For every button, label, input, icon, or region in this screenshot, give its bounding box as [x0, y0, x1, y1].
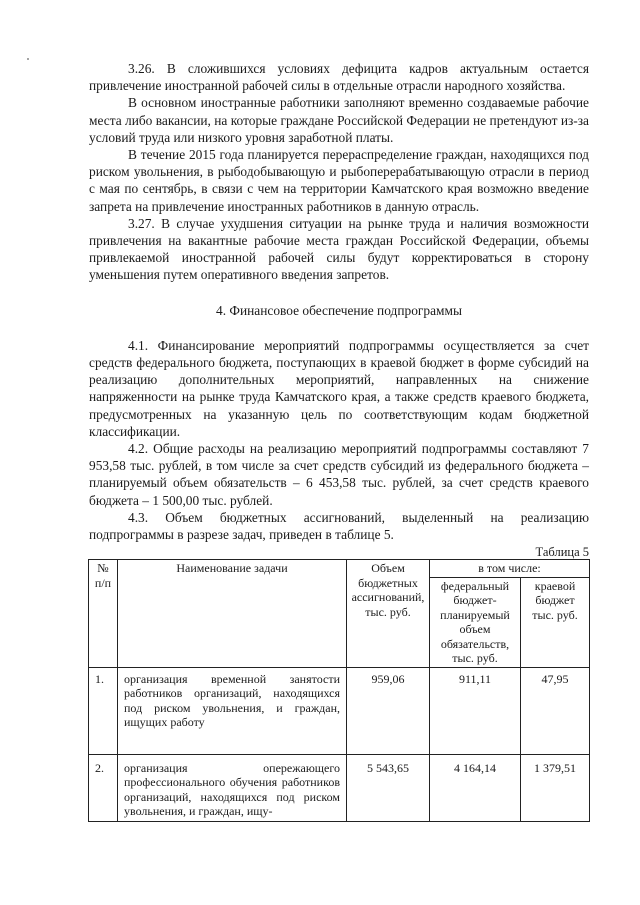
cell-regional: 1 379,51 — [521, 754, 590, 821]
header-including: в том числе: — [430, 560, 590, 578]
header-num: № п/п — [89, 560, 118, 668]
cell-task: организация временной занятости работников организаций, находящихся под риском увольнения, и граждан, ищущих работу — [118, 667, 347, 754]
document-page — [89, 60, 589, 822]
paragraph-2015-plan: В течение 2015 года планируется перераспределение граждан, находящихся под риском увольнения, в рыбодобывающую и рыбоперерабатывающую отрасли в период с мая по сентябрь, в связи с чем на территории Камчатского края возможно введение запрета на привлечение иностранных работников в данную отрасль. — [89, 147, 589, 214]
cell-total: 959,06 — [347, 667, 430, 754]
cell-regional: 47,95 — [521, 667, 590, 754]
paragraph-3-27: 3.27. В случае ухудшения ситуации на рынке труда и наличия возможности привлечения на вакантные рабочие места граждан Российской Федерации, объемы привлекаемой иностранной рабочей силы будут корректироваться в сторону уменьшения путем оперативного введения запретов. — [89, 215, 589, 283]
header-federal: федеральный бюджет-планируемый объем обязательств, тыс. руб. — [430, 577, 521, 667]
cell-federal: 911,11 — [430, 667, 521, 754]
paragraph-foreign-workers: В основном иностранные работники заполняют временно создаваемые рабочие места либо вакансии, на которые граждане Российской Федерации не претендуют из-за условий труда или низкого уровня заработной платы. — [89, 95, 589, 145]
table-row — [89, 754, 590, 821]
table-caption: Таблица 5 — [535, 545, 589, 560]
cell-federal: 4 164,14 — [430, 754, 521, 821]
paragraph-4-2: 4.2. Общие расходы на реализацию мероприятий подпрограммы составляют 7 953,58 тыс. рублей, в том числе за счет средств субсидий из федерального бюджета – планируемый объем обязательств – 6 453,58 тыс. рублей, за счет средств краевого бюджета – 1 500,00 тыс. рублей. — [89, 441, 589, 508]
table-header-row — [89, 560, 590, 578]
header-task: Наименование задачи — [118, 560, 347, 668]
scan-speck — [27, 58, 29, 60]
paragraph-4-1: 4.1. Финансирование мероприятий подпрограммы осуществляется за счет средств федерального бюджета, поступающих в краевой бюджет в форме субсидий на реализацию дополнительных мероприятий, направленных на снижение напряженности на рынке труда Камчатского края, а также средств краевого бюджета, предусмотренных на указанную цель по соответствующим кодам бюджетной классификации. — [89, 337, 589, 439]
cell-num: 2. — [89, 754, 118, 821]
budget-table — [88, 559, 590, 822]
paragraph-4-3: 4.3. Объем бюджетных ассигнований, выделенный на реализацию подпрограммы в разрезе задач, приведен в таблице 5. — [89, 509, 589, 543]
section-heading: 4. Финансовое обеспечение подпрограммы — [216, 302, 462, 318]
cell-total: 5 543,65 — [347, 754, 430, 821]
cell-task: организация опережающего профессионального обучения работников организаций, находящихся под риском увольнения, и граждан, ищу- — [118, 754, 347, 821]
header-regional: краевой бюджет тыс. руб. — [521, 577, 590, 667]
header-total: Объем бюджетных ассигнований, тыс. руб. — [347, 560, 430, 668]
paragraph-3-26: 3.26. В сложившихся условиях дефицита кадров актуальным остается привлечение иностранной рабочей силы в отдельные отрасли народного хозяйства. — [89, 61, 589, 94]
table-row — [89, 667, 590, 754]
cell-num: 1. — [89, 667, 118, 754]
